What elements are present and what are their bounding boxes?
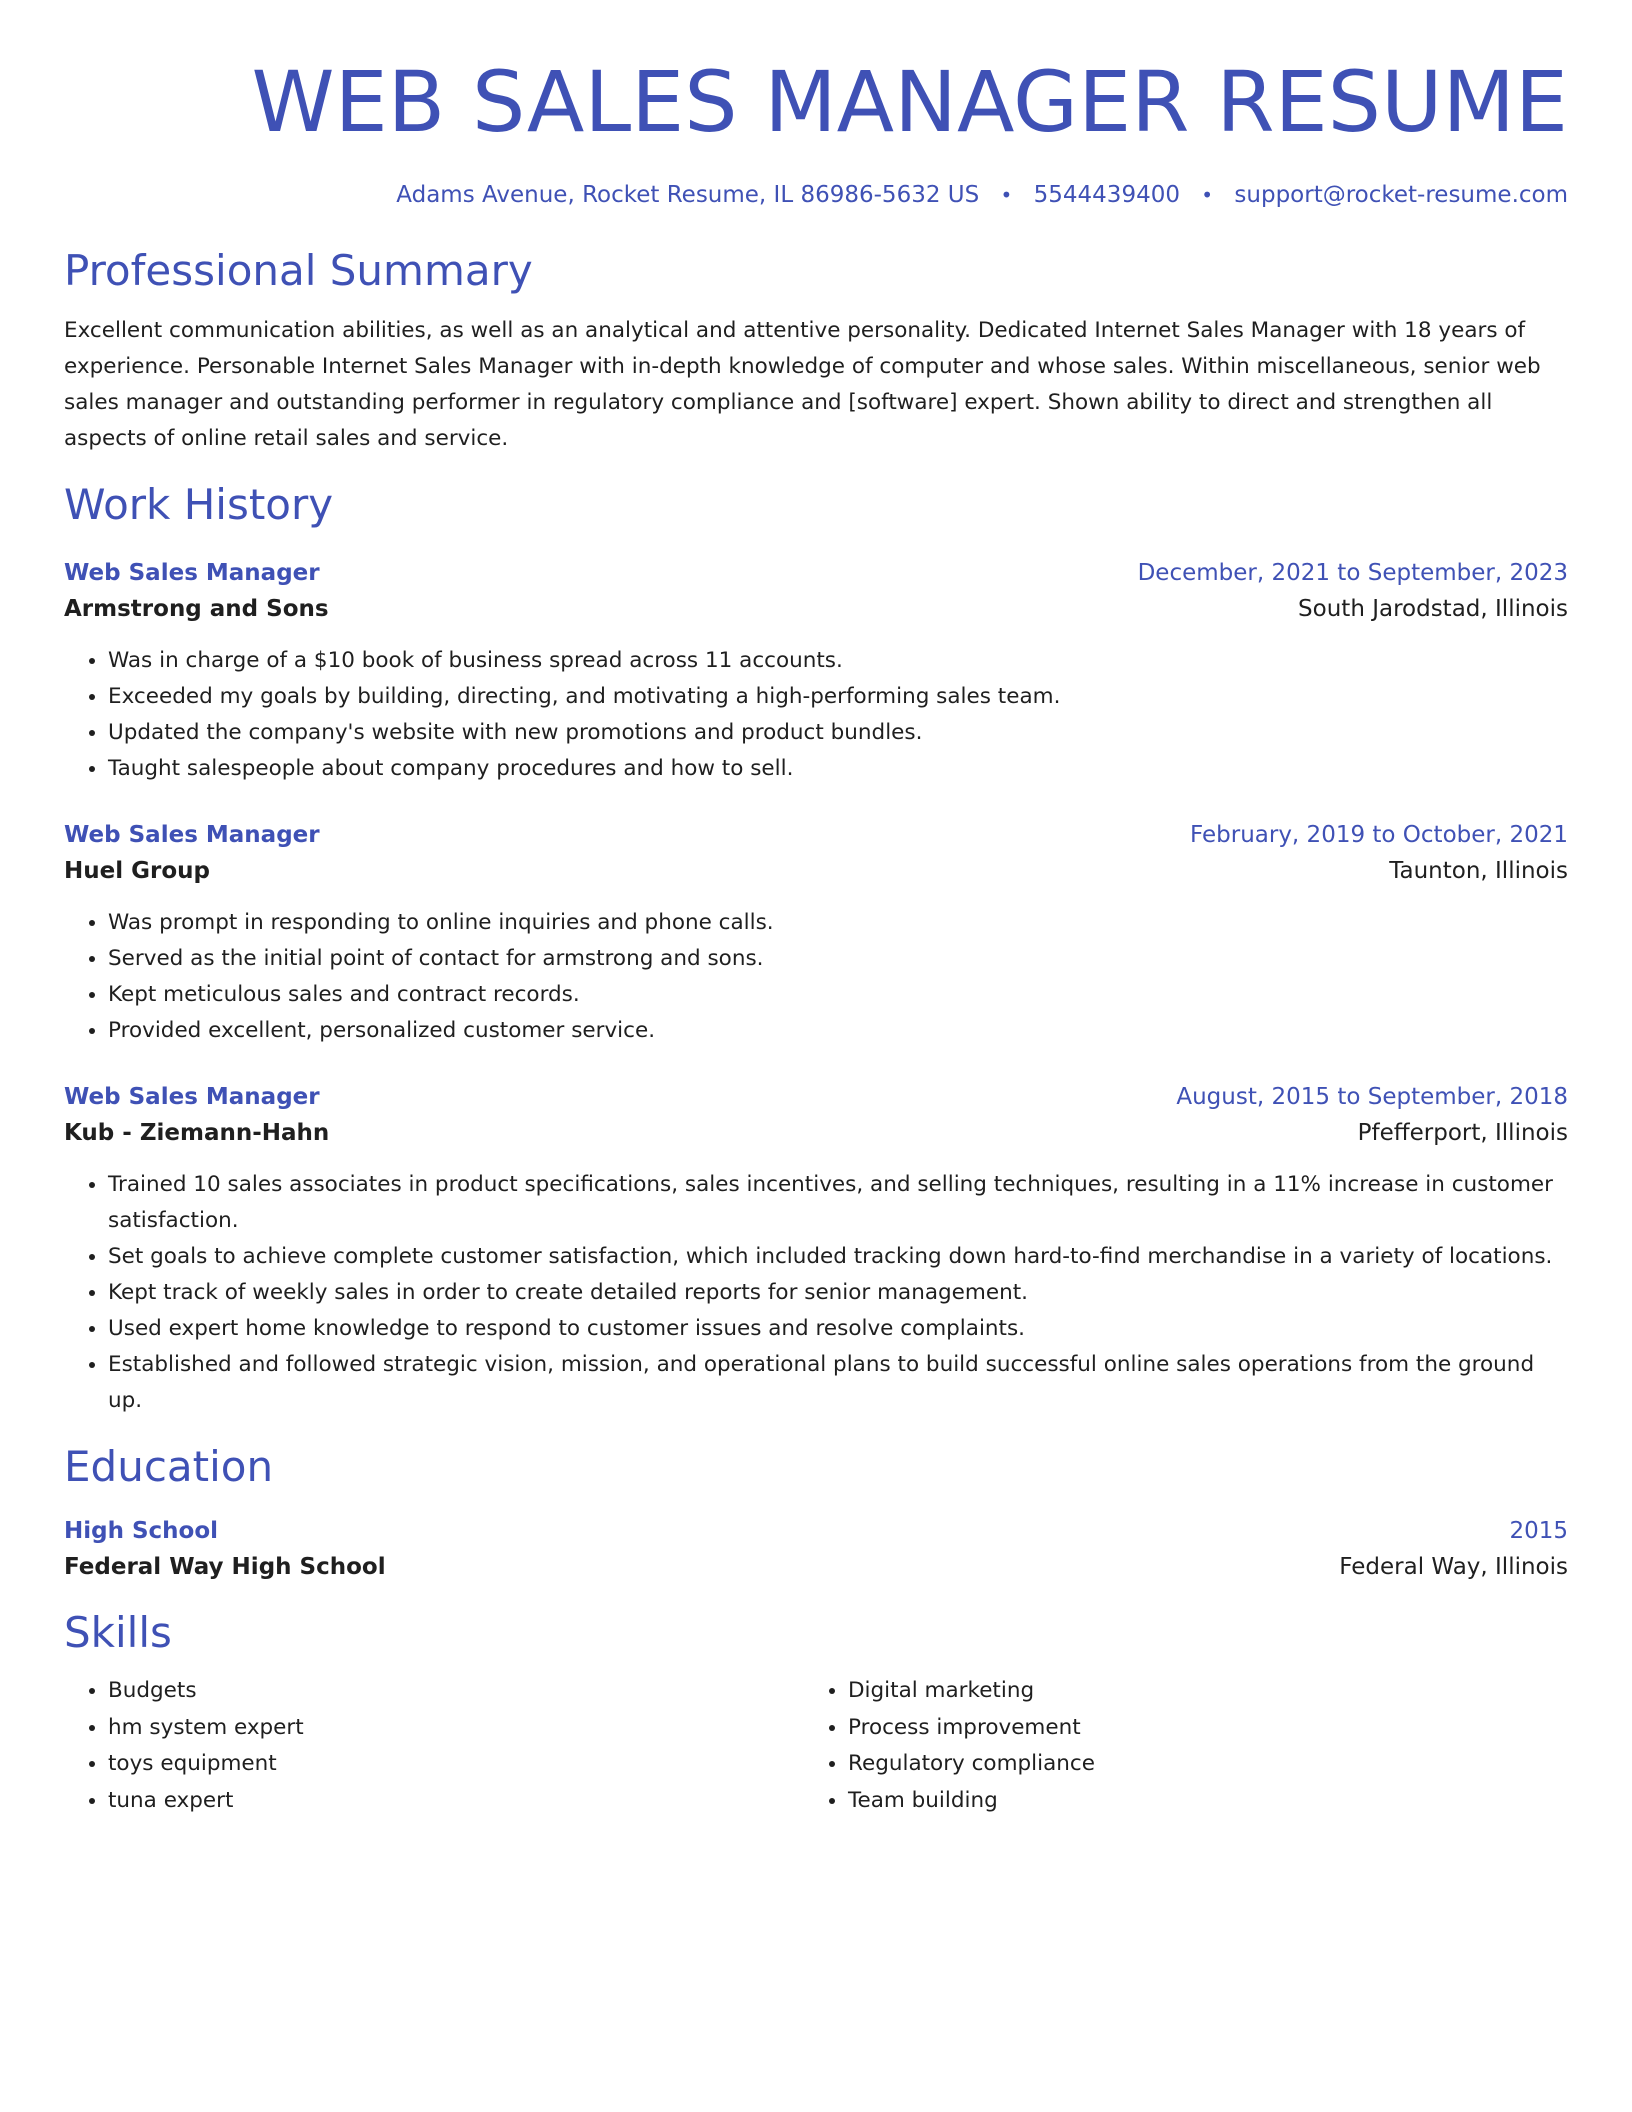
- education-school: Federal Way High School: [64, 1554, 386, 1580]
- skill-item: • Process improvement: [848, 1710, 1544, 1747]
- job-bullet: • Kept meticulous sales and contract records.: [108, 977, 1568, 1013]
- job-bullets: [64, 643, 1568, 787]
- contact-email: support@rocket-resume.com: [1234, 182, 1568, 208]
- skills-heading: Skills: [64, 1608, 172, 1657]
- skill-item: • Digital marketing: [848, 1673, 1544, 1710]
- job-entry: [64, 817, 1568, 1049]
- skill-item: • toys equipment: [108, 1746, 804, 1783]
- job-location: South Jarodstad, Illinois: [1298, 596, 1568, 622]
- job-bullet: • Trained 10 sales associates in product specifications, sales incentives, and selling techniques, resulting in a 11% increase in customer satisfaction.: [108, 1167, 1568, 1239]
- education-degree: High School: [64, 1518, 219, 1544]
- job-entry: [64, 555, 1568, 787]
- job-location: Pfefferport, Illinois: [1357, 1120, 1568, 1146]
- skill-item: • Team building: [848, 1783, 1544, 1820]
- job-bullet: • Set goals to achieve complete customer satisfaction, which included tracking down hard-to-find merchandise in a variety of locations.: [108, 1239, 1568, 1275]
- skill-item: • Budgets: [108, 1673, 804, 1710]
- contact-phone: 5544439400: [1033, 182, 1180, 208]
- job-bullet: • Provided excellent, personalized customer service.: [108, 1013, 1568, 1049]
- job-location: Taunton, Illinois: [1389, 858, 1568, 884]
- job-entry: [64, 1079, 1568, 1419]
- job-title: Web Sales Manager: [64, 560, 320, 586]
- education-location: Federal Way, Illinois: [1339, 1554, 1568, 1580]
- summary-heading: Professional Summary: [64, 246, 533, 295]
- resume-title: WEB SALES MANAGER RESUME: [251, 53, 1568, 151]
- contact-separator: •: [1000, 183, 1013, 207]
- skill-item: • Regulatory compliance: [848, 1746, 1544, 1783]
- contact-line: [64, 180, 1568, 210]
- job-bullets: [64, 905, 1568, 1049]
- skills-grid: [64, 1673, 1568, 1819]
- job-bullet: • Was in charge of a $10 book of business spread across 11 accounts.: [108, 643, 1568, 679]
- job-bullet: • Established and followed strategic vision, mission, and operational plans to build successful online sales operations from the ground up.: [108, 1347, 1568, 1419]
- job-dates: December, 2021 to September, 2023: [1137, 560, 1568, 586]
- work-history-heading: Work History: [64, 480, 334, 529]
- job-title: Web Sales Manager: [64, 822, 320, 848]
- job-bullet: • Taught salespeople about company procedures and how to sell.: [108, 751, 1568, 787]
- job-company: Kub - Ziemann-Hahn: [64, 1120, 330, 1146]
- summary-text: Excellent communication abilities, as well as an analytical and attentive personality. Dedicated Internet Sales Manager with 18 years of experience. Personable Internet Sales Manager with in-depth knowledge of computer and whose sales. Within miscellaneous, senior web sales manager and outstanding performer in regulatory compliance and [software] expert. Shown ability to direct and strengthen all aspects of online retail sales and service.: [64, 318, 1541, 451]
- job-title: Web Sales Manager: [64, 1084, 320, 1110]
- job-bullet: • Kept track of weekly sales in order to create detailed reports for senior management.: [108, 1275, 1568, 1311]
- contact-address: Adams Avenue, Rocket Resume, IL 86986-5632 US: [396, 182, 980, 208]
- job-bullets: [64, 1167, 1568, 1419]
- job-company: Huel Group: [64, 858, 210, 884]
- job-bullet: • Served as the initial point of contact for armstrong and sons.: [108, 941, 1568, 977]
- contact-separator: •: [1201, 183, 1214, 207]
- skill-item: • hm system expert: [108, 1710, 804, 1747]
- job-bullet: • Was prompt in responding to online inquiries and phone calls.: [108, 905, 1568, 941]
- education-year: 2015: [1509, 1518, 1568, 1544]
- job-company: Armstrong and Sons: [64, 596, 329, 622]
- job-dates: February, 2019 to October, 2021: [1190, 822, 1568, 848]
- job-bullet: • Exceeded my goals by building, directing, and motivating a high-performing sales team.: [108, 679, 1568, 715]
- skills-list-left: [64, 1673, 804, 1819]
- job-dates: August, 2015 to September, 2018: [1176, 1084, 1568, 1110]
- job-bullet: • Updated the company's website with new promotions and product bundles.: [108, 715, 1568, 751]
- job-bullet: • Used expert home knowledge to respond to customer issues and resolve complaints.: [108, 1311, 1568, 1347]
- skill-item: • tuna expert: [108, 1783, 804, 1820]
- skills-list-right: [804, 1673, 1544, 1819]
- education-entry: [64, 1513, 1568, 1585]
- education-heading: Education: [64, 1442, 274, 1491]
